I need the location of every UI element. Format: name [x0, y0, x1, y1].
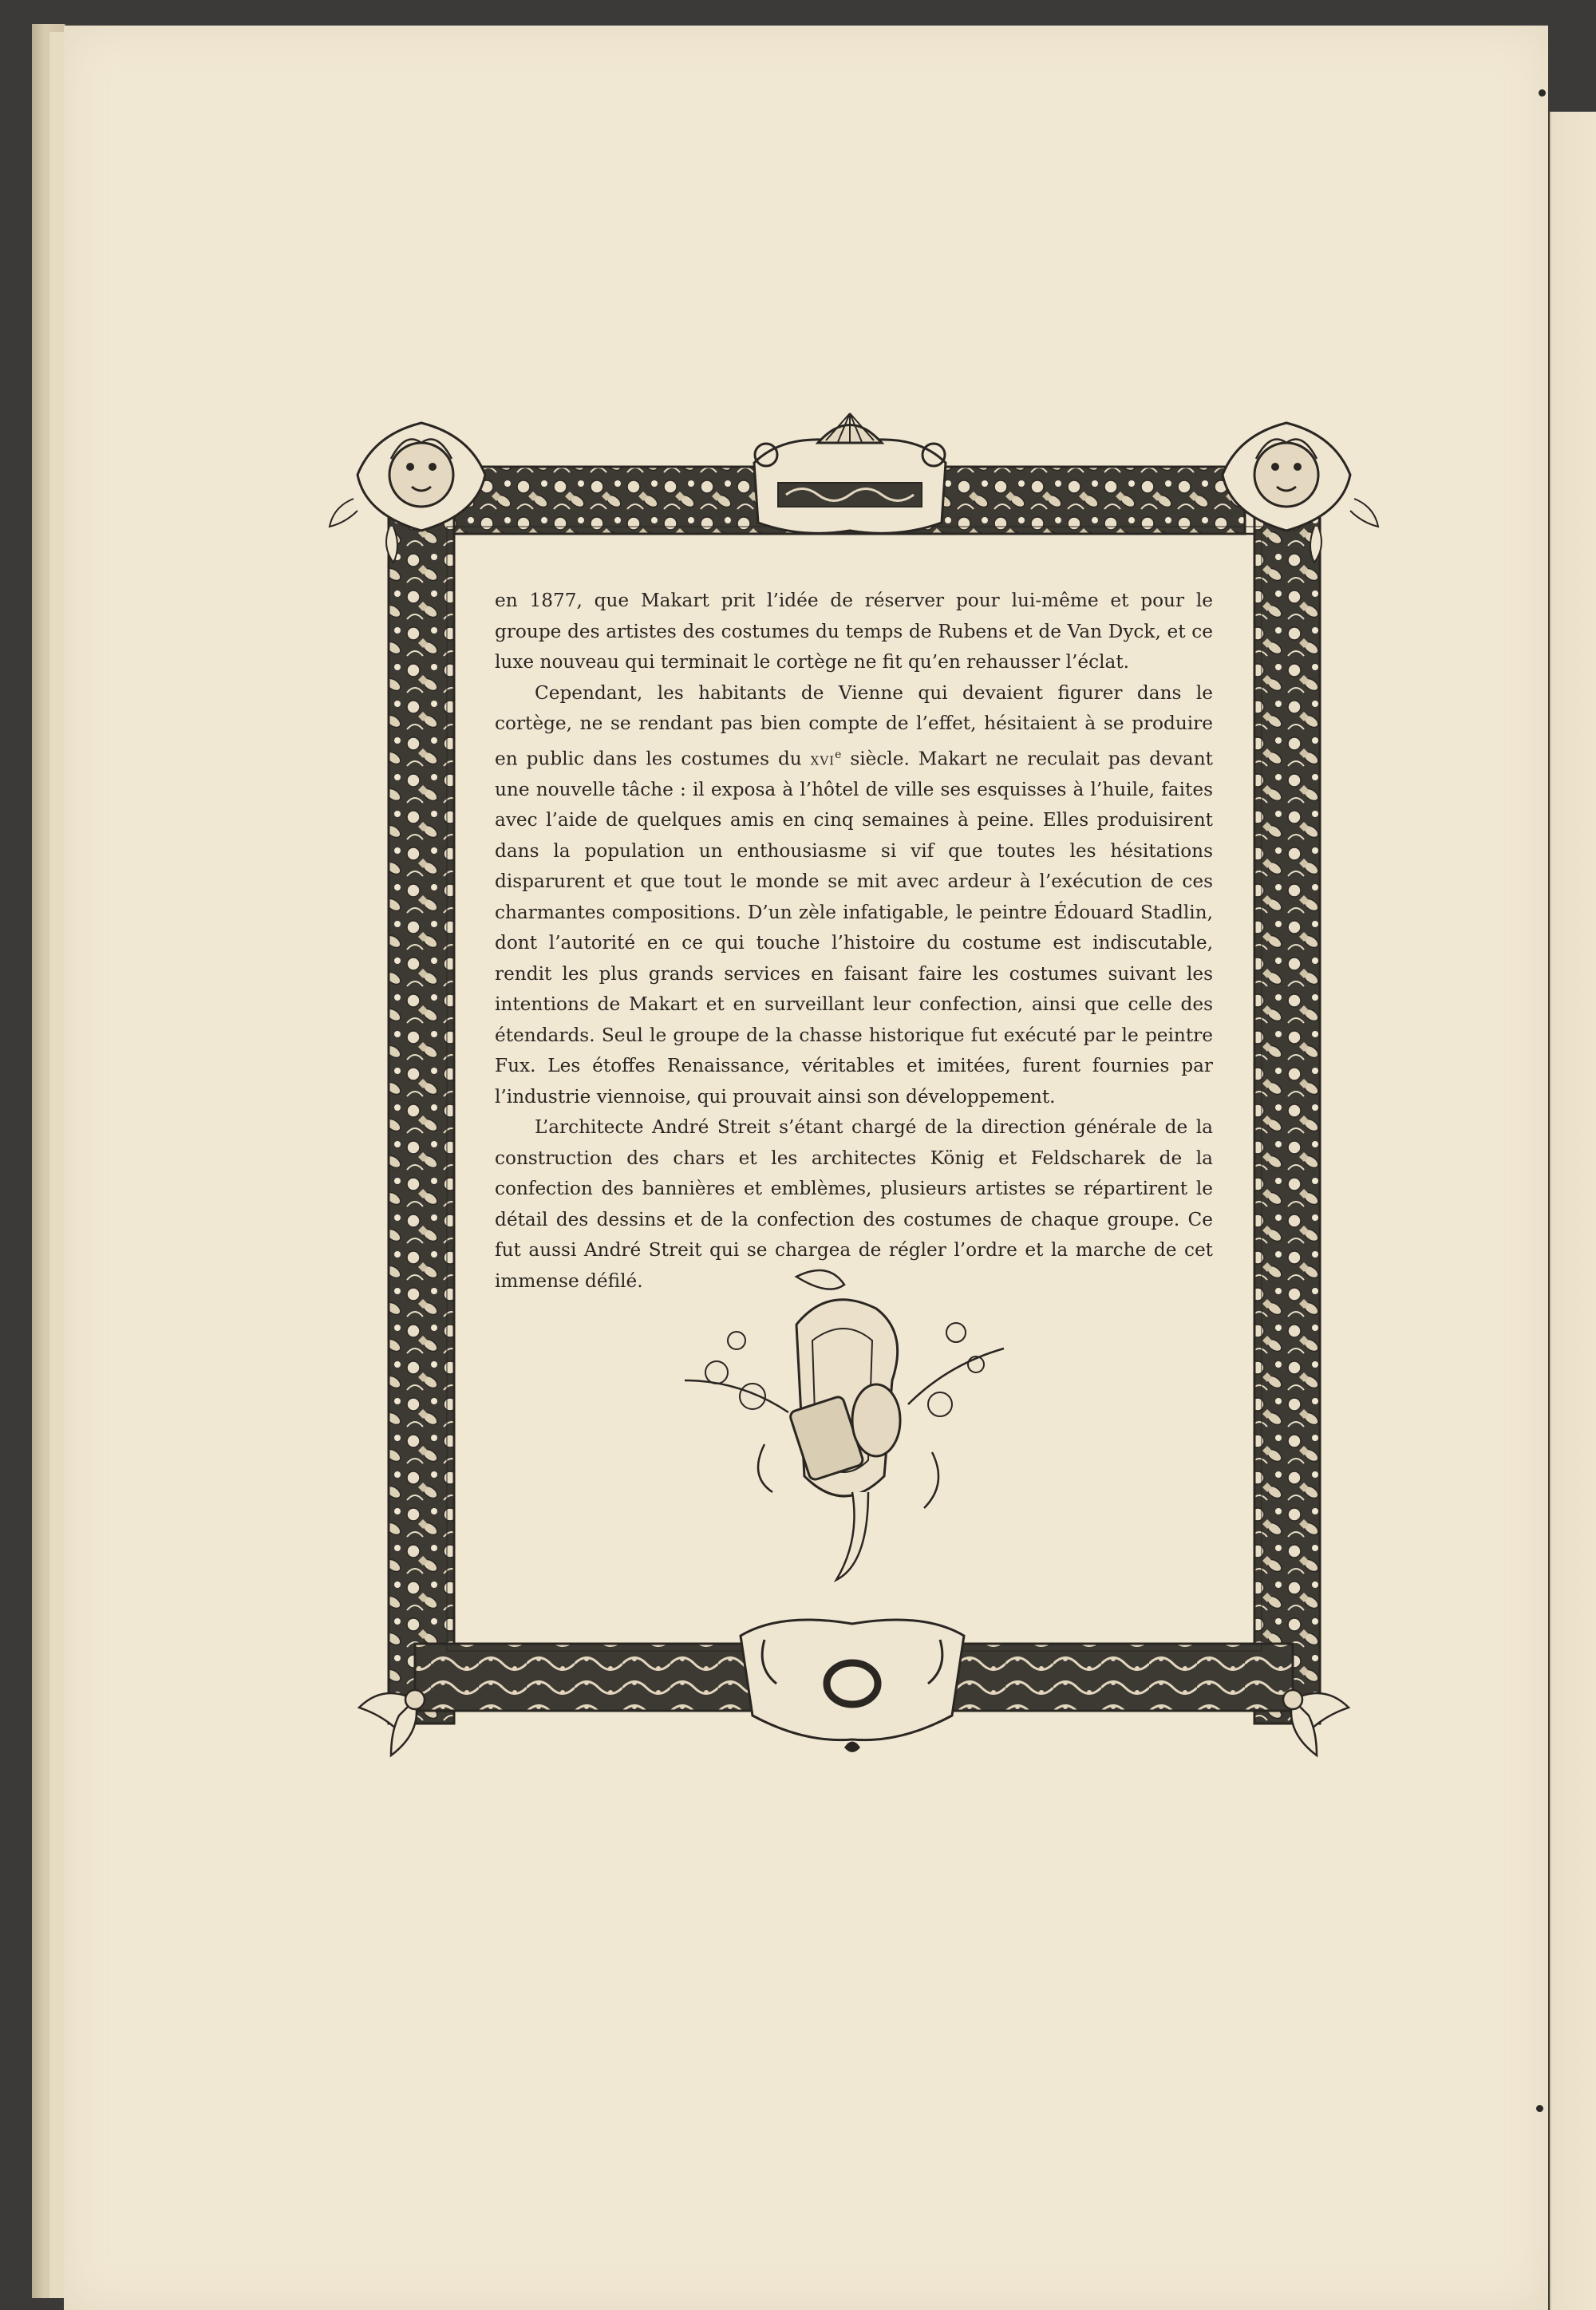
paragraph-1-text: en 1877, que Makart prit l’idée de réserver pour lui-même et pour le groupe des artistes des costumes du temps de Rubens et de Van Dyck, et ce luxe nouveau qui terminait le cortège ne fit qu’en rehausser l’éclat.	[495, 590, 1213, 673]
paragraph-2-text-end: siècle. Makart ne reculait pas devant une nouvelle tâche : il exposa à l’hôtel de ville ses esquisses à l’huile, faites avec l’aide de quelques amis en cinq semaines à peine. Elles produisirent dans la population un enthousiasme si vif que toutes les hésitations disparurent et que tout le monde se mit avec ardeur à l’exécution de ces charmantes compositions. D’un zèle infatigable, le peintre Édouard Stadlin, dont l’autorité en ce qui touche l’histoire du costume est indiscutable, rendit les plus grands services en faisant faire les costumes suivant les intentions de Makart et en surveillant leur confection, ainsi que celle des étendards. Seul le groupe de la chasse historique fut exécuté par le peintre Fux. Les étoffes Renaissance, véritables et imitées, furent fournies par l’industrie viennoise, qui prouvait ainsi son développement.	[495, 748, 1213, 1108]
paragraph-1	[495, 586, 1213, 678]
century-numeral: xvi	[810, 749, 836, 769]
ribbon-bow-icon	[1283, 1690, 1349, 1755]
shell-cartouche-icon	[754, 413, 946, 533]
frame-band-right	[1254, 495, 1320, 1724]
paragraph-2	[495, 678, 1213, 1113]
century-superscript: e	[835, 748, 842, 761]
body-text	[495, 586, 1213, 1297]
ring-cartouche-icon	[741, 1620, 964, 1752]
ribbon-bow-icon	[359, 1690, 425, 1755]
paragraph-3-text: L’architecte André Streit s’étant chargé de la direction générale de la construction des chars et les architectes König et Feldscharek de la confection des bannières et emblèmes, plusieurs artistes se répartirent le détail des dessins et de la confection des costumes de chaque groupe. Ce fut aussi André Streit qui se chargea de régler l’ordre et la marche de cet immense défilé.	[495, 1116, 1213, 1292]
floral-trophy-vignette	[685, 1270, 1004, 1580]
paragraph-2-text-start: Cependant, les habitants de Vienne qui devaient figurer dans le cortège, ne se rendant pas bien compte de l’effet, hésitaient à se produire en public dans les costumes du	[495, 681, 1213, 770]
paragraph-3	[495, 1112, 1213, 1297]
frame-band-left	[389, 495, 454, 1724]
